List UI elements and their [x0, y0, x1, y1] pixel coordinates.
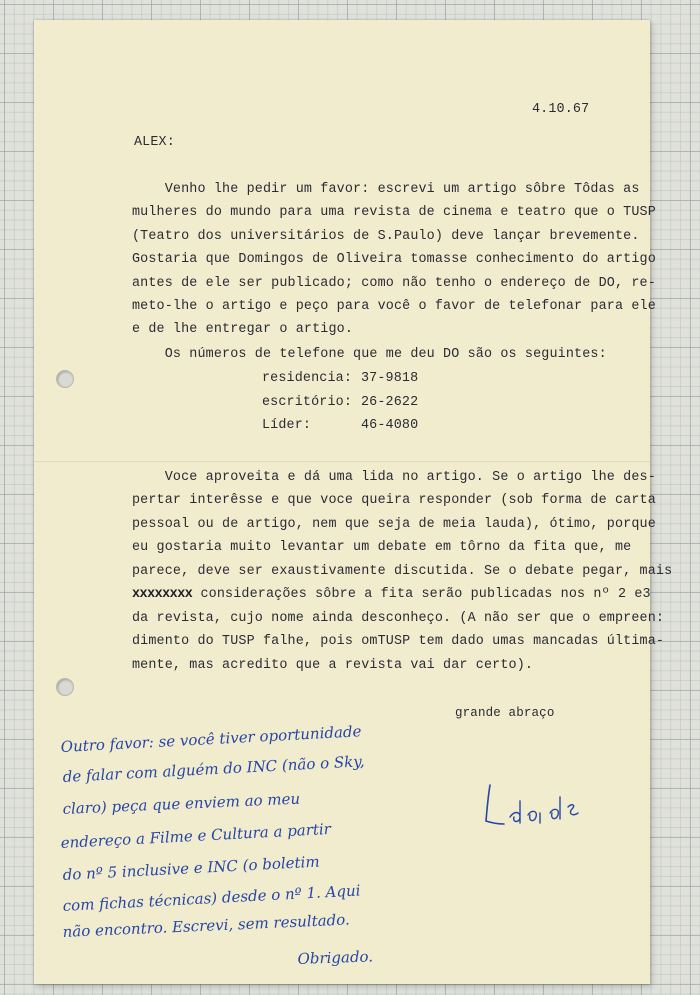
typed-line: meto-lhe o artigo e peço para você o favor de telefonar para ele — [132, 299, 656, 314]
typed-line-continued: considerações sôbre a fita serão publicadas nos nº 2 e3 — [192, 587, 651, 602]
handwritten-line: com fichas técnicas) desde o nº 1. Aqui — [62, 881, 361, 915]
handwritten-line: claro) peça que enviem ao meu — [62, 789, 301, 818]
handwritten-line: de falar com alguém do INC (não o Sky, — [62, 752, 365, 786]
handwritten-line: endereço a Filme e Cultura a partir — [60, 819, 332, 852]
letter-salutation: ALEX: — [134, 135, 175, 150]
typed-line: mulheres do mundo para uma revista de cinema e teatro que o TUSP — [132, 205, 656, 220]
typed-line: e de lhe entregar o artigo. — [132, 322, 354, 337]
typed-line: pessoal ou de artigo, nem que seja de meia lauda), ótimo, porque — [132, 517, 656, 532]
punch-hole-bottom — [56, 678, 74, 696]
punch-hole-top — [56, 370, 74, 388]
typed-line: antes de ele ser publicado; como não tenho o endereço de DO, re- — [132, 276, 656, 291]
typed-line: pertar interêsse e que voce queira responder (sob forma de carta — [132, 493, 656, 508]
phone-label-residence: residencia: — [262, 371, 353, 386]
typed-line: Venho lhe pedir um favor: escrevi um artigo sôbre Tôdas as — [132, 182, 640, 197]
typed-line: da revista, cujo nome ainda desconheço. (A não ser que o empreen: — [132, 611, 665, 626]
typed-line: mente, mas acredito que a revista vai dar certo). — [132, 658, 534, 673]
typed-line: Gostaria que Domingos de Oliveira tomasse conhecimento do artigo — [132, 252, 656, 267]
phone-label-office: escritório: — [262, 395, 353, 410]
handwritten-line: não encontro. Escrevi, sem resultado. — [62, 910, 351, 941]
typed-line: eu gostaria muito levantar um debate em tôrno da fita que, me — [132, 540, 632, 555]
signature-mark — [484, 777, 584, 837]
closing: grande abraço — [455, 706, 555, 720]
handwritten-line: do nº 5 inclusive e INC (o boletim — [62, 852, 320, 884]
letter-sheet — [34, 20, 673, 984]
paper-fold-line — [34, 461, 650, 462]
typed-line — [132, 583, 651, 607]
phone-number-residence: 37-9818 — [361, 371, 419, 386]
typed-line: (Teatro dos universitários de S.Paulo) deve lançar brevemente. — [132, 229, 640, 244]
typed-line: dimento do TUSP falhe, pois omTUSP tem dado umas mancadas últimа- — [132, 634, 665, 649]
phone-label-lider: Líder: — [262, 418, 312, 433]
phones-intro: Os números de telefone que me deu DO são os seguintes: — [132, 347, 607, 362]
letter-date: 4.10.67 — [532, 102, 590, 117]
phone-number-office: 26-2622 — [361, 395, 419, 410]
handwritten-thanks: Obrigado. — [297, 947, 374, 968]
struck-out-text: xxxxxxxx — [132, 587, 193, 602]
phone-number-lider: 46-4080 — [361, 418, 419, 433]
handwritten-line: Outro favor: se você tiver oportunidade — [60, 722, 362, 756]
typed-line: Voce aproveita e dá uma lida no artigo. Se o artigo lhe des- — [132, 470, 656, 485]
typed-line: parece, deve ser exaustivamente discutida. Se o debate pegar, mais — [132, 564, 673, 579]
